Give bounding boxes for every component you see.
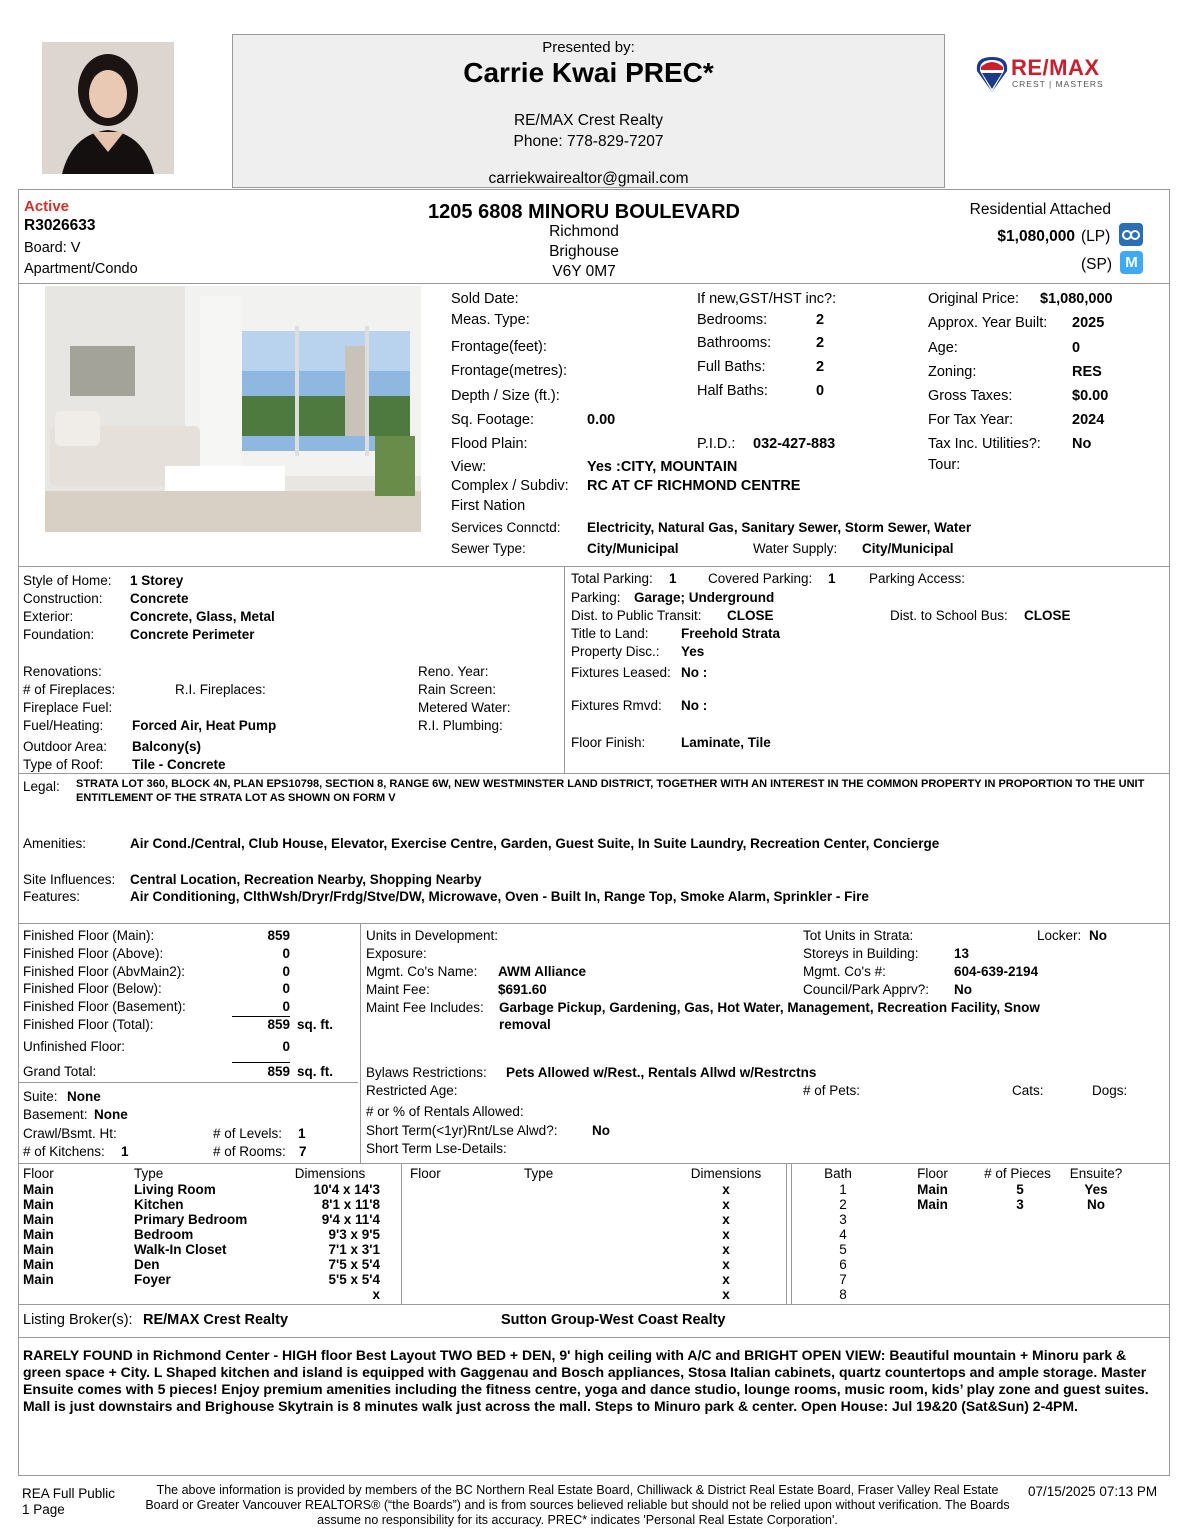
parking-value: Garage; Underground — [634, 590, 775, 605]
short-term-details-label: Short Term Lse-Details: — [366, 1141, 507, 1156]
title-label: Title to Land: — [571, 626, 649, 641]
room-dimensions-empty: x — [722, 1242, 730, 1257]
bath-ensuite: Yes — [1084, 1182, 1108, 1197]
maint-fee-label: Maint Fee: — [366, 982, 430, 997]
services-value: Electricity, Natural Gas, Sanitary Sewer, Storm Sewer, Water — [587, 520, 972, 535]
ri-plumbing-label: R.I. Plumbing: — [418, 718, 503, 733]
room-type: Walk-In Closet — [134, 1242, 227, 1257]
ff-above-label: Finished Floor (Above): — [23, 946, 164, 961]
rooms-header: Dimensions — [294, 1166, 366, 1181]
construction-label: Construction: — [23, 591, 103, 606]
restricted-age-label: Restricted Age: — [366, 1083, 458, 1098]
rooms-header: Floor — [917, 1166, 948, 1181]
half-baths-value: 0 — [816, 383, 825, 399]
site-label: Site Influences: — [23, 872, 116, 887]
ff-total-label: Finished Floor (Total): — [23, 1017, 154, 1032]
brokers-label: Listing Broker(s): — [23, 1312, 133, 1328]
address: 1205 6808 MINORU BOULEVARD — [428, 201, 740, 223]
full-baths-label: Full Baths: — [697, 359, 766, 375]
short-term-value: No — [592, 1123, 610, 1138]
bath-pieces: 3 — [1016, 1197, 1024, 1212]
sewer-value: City/Municipal — [587, 541, 679, 556]
ff-abvmain2-value: 0 — [282, 964, 290, 979]
gross-taxes-label: Gross Taxes: — [928, 388, 1013, 404]
first-nation-label: First Nation — [451, 498, 526, 514]
covered-parking-label: Covered Parking: — [708, 571, 813, 586]
bathrooms-value: 2 — [816, 335, 825, 351]
outdoor-value: Balcony(s) — [132, 739, 202, 754]
unfinished-value: 0 — [282, 1039, 290, 1054]
suite-label: Suite: — [23, 1089, 58, 1104]
grand-total-label: Grand Total: — [23, 1064, 97, 1079]
bath-number: 2 — [839, 1197, 847, 1212]
presenter-box — [232, 34, 945, 188]
report-name: REA Full Public — [22, 1486, 116, 1501]
room-type: Bedroom — [134, 1227, 194, 1242]
flood-plain-label: Flood Plain: — [451, 436, 528, 452]
style-label: Style of Home: — [23, 573, 112, 588]
room-type: Primary Bedroom — [134, 1212, 248, 1227]
services-label: Services Connctd: — [451, 520, 561, 535]
fuel-heating-label: Fuel/Heating: — [23, 718, 104, 733]
property-type: Apartment/Condo — [24, 261, 138, 277]
rentals-label: # or % of Rentals Allowed: — [366, 1104, 524, 1119]
room-dimensions-empty: x — [722, 1287, 730, 1302]
tax-util-label: Tax Inc. Utilities?: — [928, 436, 1041, 452]
room-floor: Main — [23, 1272, 54, 1287]
ff-below-value: 0 — [282, 981, 290, 996]
outdoor-label: Outdoor Area: — [23, 739, 108, 754]
bath-number: 6 — [839, 1257, 847, 1272]
storeys-value: 13 — [954, 946, 970, 961]
room-dimensions: 7'1 x 3'1 — [328, 1242, 380, 1257]
agent-email[interactable]: carriekwairealtor@gmail.com — [488, 170, 689, 187]
locker-value: No — [1089, 928, 1107, 943]
renovations-label: Renovations: — [23, 664, 102, 679]
room-dimensions-empty: x — [722, 1257, 730, 1272]
basement-value: None — [94, 1107, 128, 1122]
sp-label: (SP) — [1081, 256, 1112, 273]
rooms-header: Floor — [23, 1166, 54, 1181]
suite-value: None — [67, 1089, 101, 1104]
zoning-label: Zoning: — [928, 364, 977, 380]
bedrooms-label: Bedrooms: — [697, 312, 768, 328]
room-type: Kitchen — [134, 1197, 184, 1212]
ff-below-label: Finished Floor (Below): — [23, 981, 162, 996]
features-value: Air Conditioning, ClthWsh/Dryr/Frdg/Stve/DW, Microwave, Oven - Built In, Range Top, Smoke Alarm, Sprinkler - Fire — [130, 889, 869, 904]
water-label: Water Supply: — [753, 541, 838, 556]
prop-disc-label: Property Disc.: — [571, 644, 660, 659]
list-price: $1,080,000 — [997, 228, 1075, 245]
bath-number: 8 — [839, 1287, 847, 1302]
brokerage-name: RE/MAX Crest Realty — [513, 112, 663, 129]
full-baths-value: 2 — [816, 359, 825, 375]
frontage-feet-label: Frontage(feet): — [451, 339, 547, 355]
presented-by: Presented by: — [542, 39, 635, 56]
bylaws-value: Pets Allowed w/Rest., Rentals Allwd w/Restrctns — [506, 1065, 817, 1080]
mgmt-name-label: Mgmt. Co's Name: — [366, 964, 478, 979]
roof-label: Type of Roof: — [23, 757, 104, 772]
water-value: City/Municipal — [862, 541, 954, 556]
room-dimensions: 8'1 x 11'8 — [321, 1197, 380, 1212]
covered-parking-value: 1 — [828, 571, 836, 586]
legal-label: Legal: — [23, 779, 60, 794]
rooms-header: Ensuite? — [1069, 1166, 1123, 1181]
room-dimensions: 9'4 x 11'4 — [321, 1212, 380, 1227]
broker-2: Sutton Group-West Coast Realty — [501, 1312, 726, 1328]
city: Richmond — [549, 223, 619, 240]
construction-value: Concrete — [130, 591, 189, 606]
style-value: 1 Storey — [130, 573, 184, 588]
tot-units-label: Tot Units in Strata: — [803, 928, 914, 943]
bath-number: 4 — [839, 1227, 847, 1242]
total-parking-value: 1 — [669, 571, 677, 586]
mgmt-num-label: Mgmt. Co's #: — [803, 964, 886, 979]
report-timestamp: 07/15/2025 07:13 PM — [1028, 1484, 1158, 1499]
maint-includes-label: Maint Fee Includes: — [366, 1000, 484, 1015]
cats-label: Cats: — [1012, 1083, 1044, 1098]
orig-price-label: Original Price: — [928, 291, 1020, 307]
room-floor: Main — [23, 1257, 54, 1272]
status-badge: Active — [24, 198, 70, 215]
amenities-label: Amenities: — [23, 836, 87, 851]
room-floor: Main — [23, 1212, 54, 1227]
remax-submark: CREST | MASTERS — [1012, 79, 1104, 89]
tax-util-value: No — [1072, 436, 1092, 452]
sqft-label: Sq. Footage: — [451, 412, 535, 428]
virtual-tour-icon[interactable] — [1119, 223, 1143, 246]
depth-label: Depth / Size (ft.): — [451, 388, 560, 404]
dogs-label: Dogs: — [1092, 1083, 1128, 1098]
exterior-value: Concrete, Glass, Metal — [130, 609, 275, 624]
complex-value: RC AT CF RICHMOND CENTRE — [587, 478, 801, 494]
maint-includes-line1: Garbage Pickup, Gardening, Gas, Hot Water, Management, Recreation Facility, Snow — [499, 1000, 1040, 1015]
transit-label: Dist. to Public Transit: — [571, 608, 702, 623]
bath-number: 3 — [839, 1212, 847, 1227]
ff-total-unit: sq. ft. — [297, 1017, 333, 1032]
metered-water-label: Metered Water: — [418, 700, 511, 715]
rooms-header: Type — [134, 1166, 164, 1181]
fireplaces-label: # of Fireplaces: — [23, 682, 116, 697]
room-dimensions: 5'5 x 5'4 — [328, 1272, 380, 1287]
parking-label: Parking: — [571, 590, 621, 605]
gross-taxes-value: $0.00 — [1072, 388, 1109, 404]
maint-fee-value: $691.60 — [498, 982, 547, 997]
lp-label: (LP) — [1081, 228, 1111, 245]
bath-pieces: 5 — [1016, 1182, 1024, 1197]
view-label: View: — [451, 459, 487, 475]
fixtures-leased-label: Fixtures Leased: — [571, 665, 671, 680]
legal-text: STRATA LOT 360, BLOCK 4N, PLAN EPS10798, SECTION 8, RANGE 6W, NEW WESTMINSTER LAND DISTRICT, TOGETHER WITH AN INTEREST IN THE COMMON PROPERTY IN PROPORTION TO THE UNIT ENTITLEMENT OF THE STRATA LOT AS SHOWN ON FORM V — [76, 778, 1145, 804]
foundation-value: Concrete Perimeter — [130, 627, 255, 642]
parking-access-label: Parking Access: — [869, 571, 966, 586]
bath-number: 7 — [839, 1272, 847, 1287]
tax-year-label: For Tax Year: — [928, 412, 1014, 428]
features-label: Features: — [23, 889, 81, 904]
agent-photo — [42, 42, 174, 174]
kitchens-label: # of Kitchens: — [23, 1144, 105, 1159]
bath-number: 5 — [839, 1242, 847, 1257]
room-type: Foyer — [134, 1272, 171, 1287]
room-dimensions: 9'3 x 9'5 — [328, 1227, 380, 1242]
room-floor: Main — [23, 1242, 54, 1257]
bath-ensuite: No — [1087, 1197, 1105, 1212]
sqft-value: 0.00 — [587, 412, 616, 428]
grand-total-unit: sq. ft. — [297, 1064, 333, 1079]
ff-main-value: 859 — [267, 928, 290, 943]
tour-label: Tour: — [928, 457, 961, 473]
sold-date-label: Sold Date: — [451, 291, 519, 307]
storeys-label: Storeys in Building: — [803, 946, 919, 961]
pid-label: P.I.D.: — [697, 436, 736, 452]
prop-disc-value: Yes — [681, 644, 705, 659]
broker-1: RE/MAX Crest Realty — [143, 1312, 289, 1328]
m-icon[interactable]: M — [1120, 251, 1143, 274]
board: Board: V — [24, 240, 81, 256]
amenities-value: Air Cond./Central, Club House, Elevator, Exercise Centre, Garden, Guest Suite, In Suite Laundry, Recreation Center, Concierge — [130, 836, 940, 851]
bedrooms-value: 2 — [816, 312, 825, 328]
rain-screen-label: Rain Screen: — [418, 682, 497, 697]
year-built-value: 2025 — [1072, 315, 1105, 331]
fireplace-fuel-label: Fireplace Fuel: — [23, 700, 113, 715]
short-term-label: Short Term(<1yr)Rnt/Lse Alwd?: — [366, 1123, 558, 1138]
postal-code: V6Y 0M7 — [552, 263, 616, 280]
room-floor: Main — [23, 1182, 54, 1197]
unfinished-label: Unfinished Floor: — [23, 1039, 126, 1054]
sewer-label: Sewer Type: — [451, 541, 526, 556]
room-dimensions: 7'5 x 5'4 — [328, 1257, 380, 1272]
fixtures-leased-value: No : — [681, 665, 708, 680]
room-dimensions-empty: x — [722, 1212, 730, 1227]
agent-phone: Phone: 778-829-7207 — [513, 133, 664, 150]
levels-value: 1 — [298, 1126, 306, 1141]
locker-label: Locker: — [1037, 928, 1082, 943]
bylaws-label: Bylaws Restrictions: — [366, 1065, 487, 1080]
floor-finish-value: Laminate, Tile — [681, 735, 771, 750]
transit-value: CLOSE — [727, 608, 774, 623]
pid-value: 032-427-883 — [753, 436, 836, 452]
room-dimensions-empty: x — [722, 1182, 730, 1197]
floor-finish-label: Floor Finish: — [571, 735, 646, 750]
fixtures-rmvd-label: Fixtures Rmvd: — [571, 698, 662, 713]
kitchens-value: 1 — [121, 1144, 129, 1159]
total-parking-label: Total Parking: — [571, 571, 653, 586]
fuel-heating-value: Forced Air, Heat Pump — [132, 718, 277, 733]
room-dimensions: x — [372, 1287, 380, 1302]
exposure-label: Exposure: — [366, 946, 427, 961]
mls-number: R3026633 — [24, 217, 96, 234]
site-value: Central Location, Recreation Nearby, Shopping Nearby — [130, 872, 482, 887]
levels-label: # of Levels: — [213, 1126, 283, 1141]
roof-value: Tile - Concrete — [132, 757, 226, 772]
meas-type-label: Meas. Type: — [451, 312, 530, 328]
council-label: Council/Park Apprv?: — [803, 982, 930, 997]
bath-floor: Main — [917, 1197, 948, 1212]
room-floor: Main — [23, 1197, 54, 1212]
ff-abvmain2-label: Finished Floor (AbvMain2): — [23, 964, 186, 979]
rooms-header: Floor — [410, 1166, 441, 1181]
room-type: Living Room — [134, 1182, 216, 1197]
room-dimensions-empty: x — [722, 1227, 730, 1242]
crawl-label: Crawl/Bsmt. Ht: — [23, 1126, 117, 1141]
ff-main-label: Finished Floor (Main): — [23, 928, 155, 943]
room-dimensions-empty: x — [722, 1197, 730, 1212]
exterior-label: Exterior: — [23, 609, 74, 624]
room-type: Den — [134, 1257, 160, 1272]
room-floor: Main — [23, 1227, 54, 1242]
rooms-header: Bath — [824, 1166, 852, 1181]
disclaimer: The above information is provided by members of the BC Northern Real Estate Board, Chilliwack & District Real Estate Board, Fraser Valley Real Estate Board or Greater Vancouver REALTORS® (“the Boards”) and is from sources believed reliable but should not be relied upon without verification. The Boards assume no responsibility for its accuracy. PREC* indicates 'Personal Real Estate Corporation'. — [145, 1483, 1010, 1527]
property-photo — [45, 286, 421, 532]
half-baths-label: Half Baths: — [697, 383, 768, 399]
year-built-label: Approx. Year Built: — [928, 315, 1048, 331]
rooms-label: # of Rooms: — [213, 1144, 286, 1159]
area: Brighouse — [549, 243, 619, 260]
ri-fireplaces-label: R.I. Fireplaces: — [175, 682, 266, 697]
mgmt-name-value: AWM Alliance — [498, 964, 587, 979]
orig-price-value: $1,080,000 — [1040, 291, 1113, 307]
school-bus-value: CLOSE — [1024, 608, 1071, 623]
basement-label: Basement: — [23, 1107, 88, 1122]
rooms-header: Type — [524, 1166, 554, 1181]
rooms-header: # of Pieces — [984, 1166, 1051, 1181]
zoning-value: RES — [1072, 364, 1102, 380]
ff-above-value: 0 — [282, 946, 290, 961]
age-label: Age: — [928, 340, 958, 356]
ff-basement-value: 0 — [282, 999, 290, 1014]
agent-name: Carrie Kwai PREC* — [463, 57, 714, 88]
fixtures-rmvd-value: No : — [681, 698, 708, 713]
bath-floor: Main — [917, 1182, 948, 1197]
grand-total-value: 859 — [267, 1064, 290, 1079]
ff-basement-label: Finished Floor (Basement): — [23, 999, 186, 1014]
rooms-header: Dimensions — [690, 1166, 762, 1181]
room-dimensions-empty: x — [722, 1272, 730, 1287]
foundation-label: Foundation: — [23, 627, 95, 642]
public-remarks: RARELY FOUND in Richmond Center - HIGH floor Best Layout TWO BED + DEN, 9' high ceiling with A/C and BRIGHT OPEN VIEW: Beautiful mountain + Minoru park & green space + City. L Shaped kitchen and island is equipped with Gaggenau and Bosch appliances, Stosa Italian cabinets, quartz countertops and ample storage. Master Ensuite comes with 5 pieces! Enjoy premium amenities including the fitness centre, yoga and dance studio, lounge rooms, music room, kids’ play zone and guest suites. Mall is just downstairs and Brighouse Skytrain is 8 minutes walk just across the mall. Steps to Minuro park & center. Open House: Jul 19&20 (Sat&Sun) 2-4PM. — [23, 1347, 1149, 1414]
council-value: No — [954, 982, 972, 997]
mgmt-num-value: 604-639-2194 — [954, 964, 1039, 979]
property-category: Residential Attached — [969, 201, 1111, 218]
rooms-value: 7 — [299, 1144, 307, 1159]
ff-total-value: 859 — [267, 1017, 290, 1032]
bath-number: 1 — [839, 1182, 847, 1197]
age-value: 0 — [1072, 340, 1081, 356]
remax-wordmark: RE/MAX — [1011, 55, 1100, 80]
tax-year-value: 2024 — [1072, 412, 1105, 428]
units-dev-label: Units in Development: — [366, 928, 499, 943]
school-bus-label: Dist. to School Bus: — [890, 608, 1008, 623]
room-dimensions: 10'4 x 14'3 — [313, 1182, 380, 1197]
pets-label: # of Pets: — [803, 1083, 861, 1098]
gst-label: If new,GST/HST inc?: — [697, 291, 837, 307]
frontage-metres-label: Frontage(metres): — [451, 363, 568, 379]
report-pages: 1 Page — [22, 1502, 65, 1517]
maint-includes-line2: removal — [499, 1017, 551, 1032]
complex-label: Complex / Subdiv: — [451, 478, 569, 494]
reno-year-label: Reno. Year: — [418, 664, 489, 679]
bathrooms-label: Bathrooms: — [697, 335, 772, 351]
title-value: Freehold Strata — [681, 626, 781, 641]
view-value: Yes :CITY, MOUNTAIN — [587, 459, 738, 475]
